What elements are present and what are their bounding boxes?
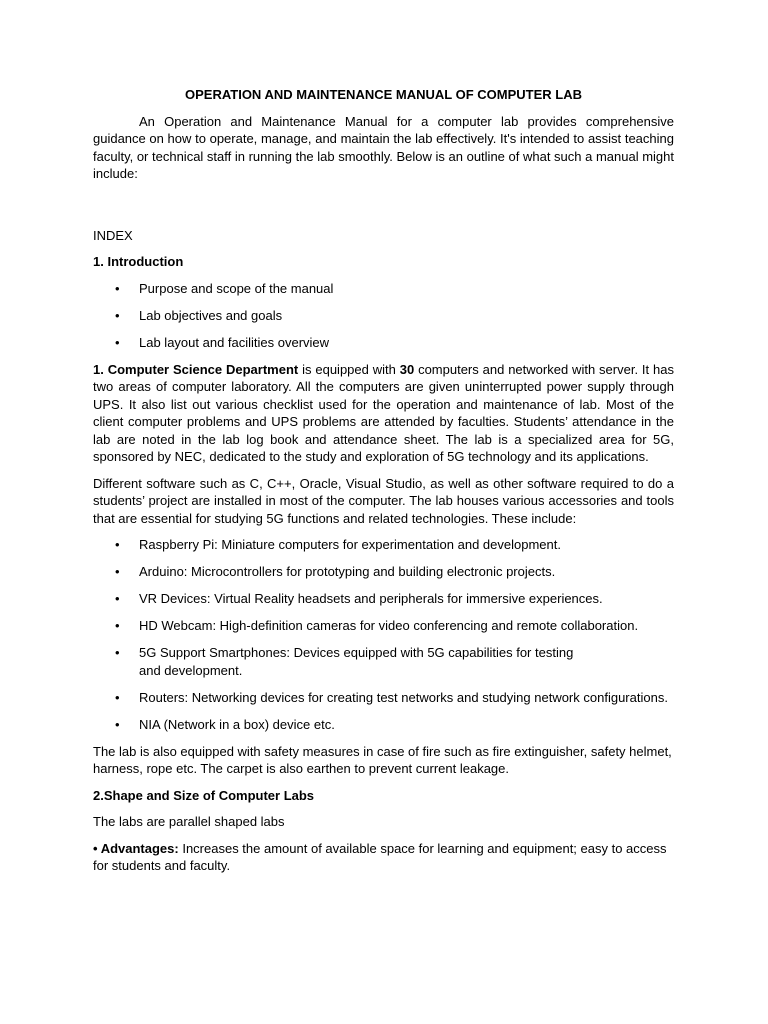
intro-bullet-list [93, 280, 674, 352]
advantages-paragraph: • Advantages: Increases the amount of available space for learning and equipment; easy to access for students and faculty. [93, 840, 667, 873]
bullet-icon: • [115, 564, 120, 579]
list-item: • Routers: Networking devices for creating test networks and studying network configurations. [115, 689, 668, 705]
list-item: • Raspberry Pi: Miniature computers for experimentation and development. [115, 537, 561, 552]
bullet-icon: • [115, 280, 120, 296]
document-body [93, 86, 674, 884]
index-label: INDEX [93, 227, 133, 243]
safety-paragraph: The lab is also equipped with safety measures in case of fire such as fire extinguisher, safety helmet, harness, rope etc. The carpet is also earthen to prevent current leakage. [93, 743, 672, 776]
bullet-icon: • [115, 645, 120, 660]
department-paragraph: 1. Computer Science Department is equipped with 30 computers and networked with server. It has two areas of computer laboratory. All the computers are given uninterrupted power supply through UPS. It also list out various checklist used for the operation and maintenance of lab. Most of the client computer problems and UPS problems are attended by faculties. Students’ attendance in the lab are noted in the lab log book and attendance sheet. The lab is a specialized area for 5G, sponsored by NEC, dedicated to the study and exploration of 5G technology and its applications. [93, 361, 674, 464]
document-title: OPERATION AND MAINTENANCE MANUAL OF COMPUTER LAB [185, 87, 582, 102]
list-item: • VR Devices: Virtual Reality headsets and peripherals for immersive experiences. [115, 591, 603, 606]
bullet-icon: • [115, 537, 120, 552]
list-item: • 5G Support Smartphones: Devices equipped with 5G capabilities for testing and development. [115, 645, 574, 678]
advantages-label: • Advantages: [93, 840, 179, 856]
bullet-icon: • [115, 689, 120, 705]
section-heading-introduction: 1. Introduction [93, 254, 184, 269]
accessories-bullet-list [93, 536, 674, 733]
list-item: • Arduino: Microcontrollers for prototyping and building electronic projects. [115, 564, 556, 579]
intro-paragraph: An Operation and Maintenance Manual for a computer lab provides comprehensive guidance on how to operate, manage, and maintain the lab effectively. It's intended to assist teaching faculty, or technical staff in running the lab smoothly. Below is an outline of what such a manual might include: [93, 113, 674, 181]
software-paragraph: Different software such as C, C++, Oracle, Visual Studio, as well as other software required to do a students’ project are installed in most of the computer. The lab houses various accessories and tools that are essential for studying 5G functions and related technologies. These include: [93, 475, 674, 526]
bullet-icon: • [115, 618, 120, 633]
bullet-icon: • [115, 591, 120, 606]
list-item: • Purpose and scope of the manual [115, 280, 334, 296]
list-item: • Lab layout and facilities overview [115, 334, 330, 350]
bullet-icon: • [115, 307, 120, 323]
list-item: • Lab objectives and goals [115, 307, 283, 323]
bullet-icon: • [115, 334, 120, 350]
bullet-icon: • [115, 716, 120, 732]
list-item: • NIA (Network in a box) device etc. [115, 716, 335, 732]
section-heading-shape-size: 2.Shape and Size of Computer Labs [93, 787, 315, 803]
spacer [93, 183, 674, 227]
shape-text: The labs are parallel shaped labs [93, 814, 285, 829]
list-item: • HD Webcam: High-definition cameras for video conferencing and remote collaboration. [115, 618, 639, 633]
